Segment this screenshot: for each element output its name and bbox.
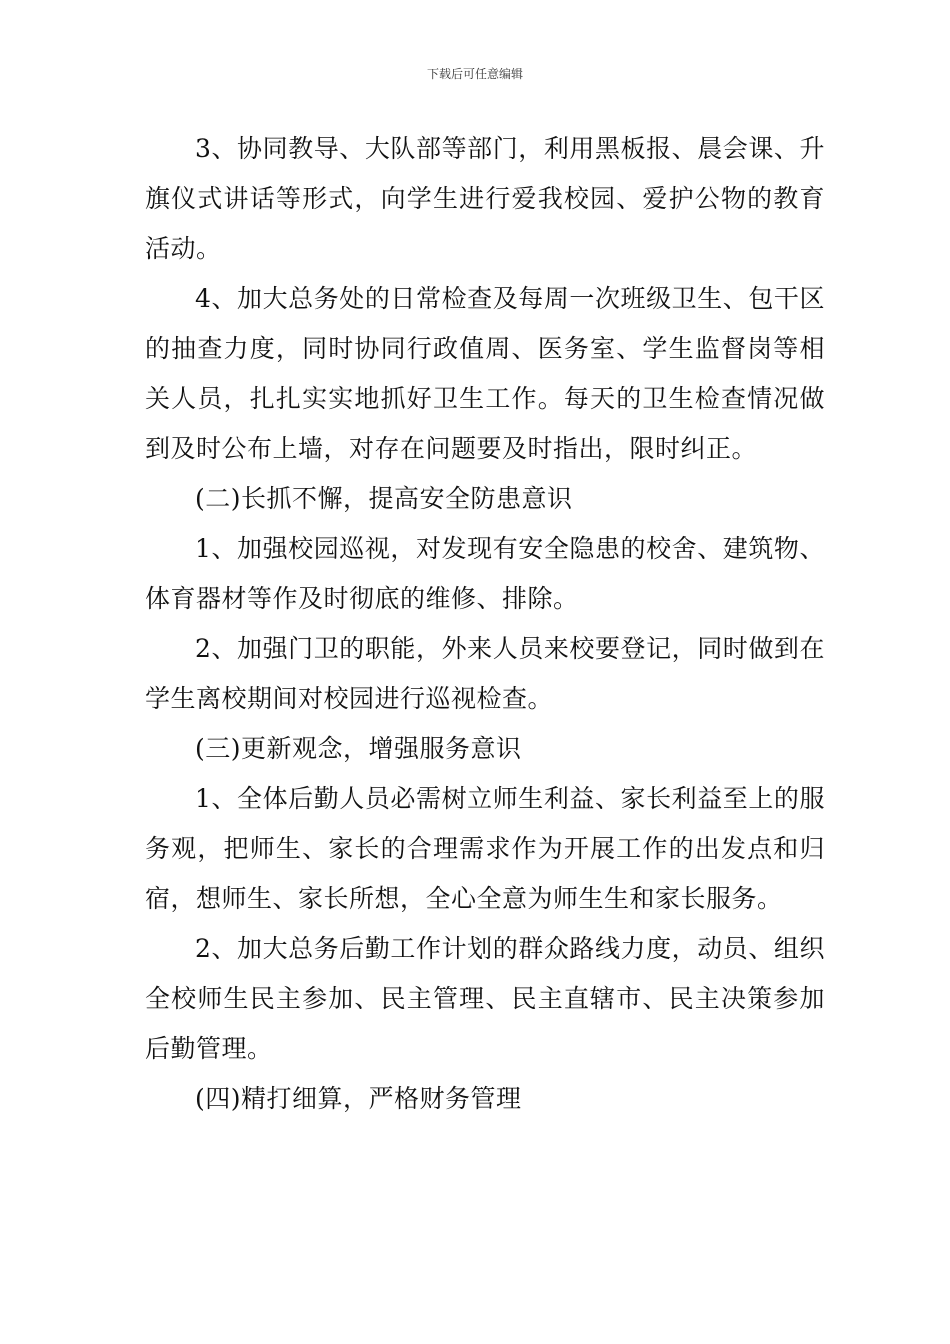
section-heading-3: (三)更新观念，增强服务意识: [195, 734, 522, 763]
page-header: 下载后可任意编辑: [426, 67, 523, 81]
document-body: [145, 124, 825, 1124]
paragraph-item-3: 3、协同教导、大队部等部门，利用黑板报、晨会课、升旗仪式讲话等形式，向学生进行爱我校园、爱护公物的教育活动。: [145, 134, 825, 263]
paragraph-item-4: 4、加大总务处的日常检查及每周一次班级卫生、包干区的抽查力度，同时协同行政值周、医务室、学生监督岗等相关人员，扎扎实实地抓好卫生工作。每天的卫生检查情况做到及时公布上墙，对存在问题要及时指出，限时纠正。: [145, 284, 825, 463]
paragraph-section2-item-2: 2、加强门卫的职能，外来人员来校要登记，同时做到在学生离校期间对校园进行巡视检查。: [145, 634, 825, 713]
section-heading-2: (二)长抓不懈，提高安全防患意识: [195, 484, 573, 513]
paragraph-section2-item-1: 1、加强校园巡视，对发现有安全隐患的校舍、建筑物、体育器材等作及时彻底的维修、排除。: [145, 534, 825, 613]
paragraph-section3-item-2: 2、加大总务后勤工作计划的群众路线力度，动员、组织全校师生民主参加、民主管理、民主直辖市、民主决策参加后勤管理。: [145, 934, 825, 1063]
paragraph-section3-item-1: 1、全体后勤人员必需树立师生利益、家长利益至上的服务观，把师生、家长的合理需求作为开展工作的出发点和归宿，想师生、家长所想，全心全意为师生生和家长服务。: [145, 784, 825, 913]
section-heading-4: (四)精打细算，严格财务管理: [195, 1084, 522, 1113]
